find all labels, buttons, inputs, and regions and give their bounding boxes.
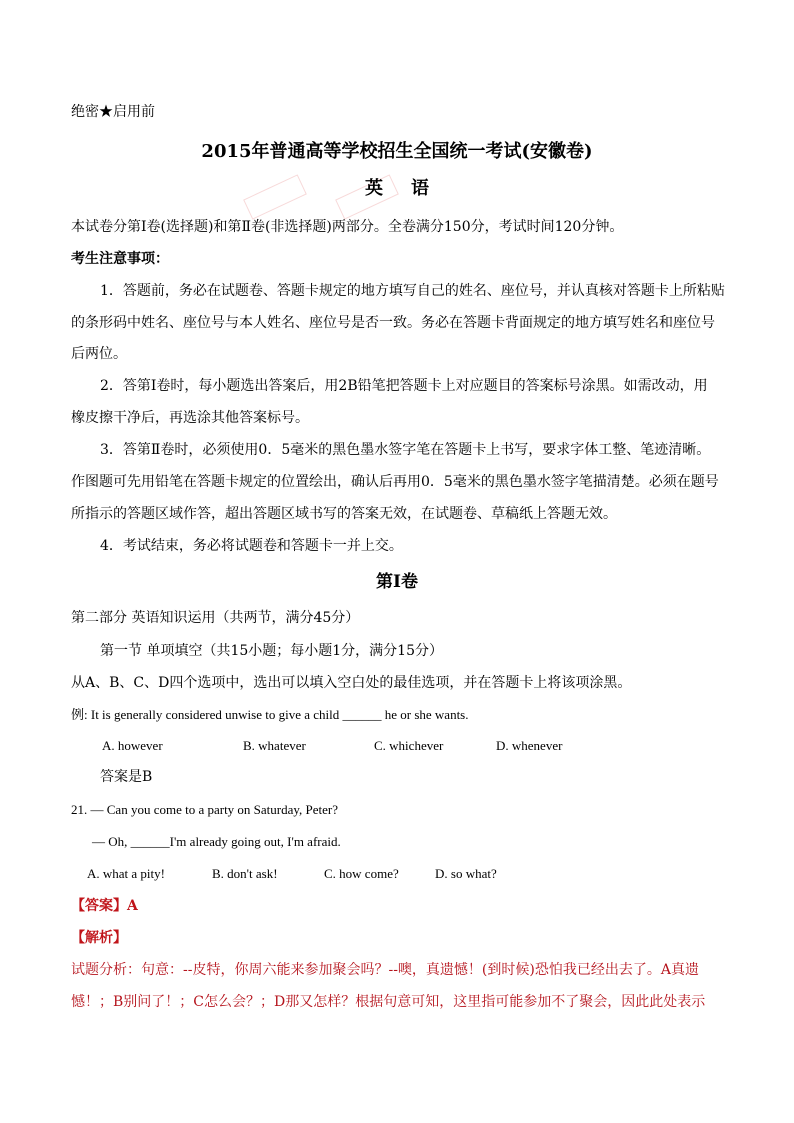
analysis-line-1: 试题分析：句意：--皮特，你周六能来参加聚会吗？--噢，真遗憾！(到时候)恐怕我已经出去了。A真遗 (71, 962, 699, 978)
notice-item-4: 4．考试结束，务必将试题卷和答题卡一并上交。 (100, 538, 403, 554)
example-option-c: C. whichever (374, 738, 444, 753)
example-answer: 答案是B (100, 769, 153, 785)
question-21-option-c: C. how come? (324, 866, 399, 881)
subject-title: 英语 (365, 178, 457, 199)
notice-item-1-line-2: 的条形码中姓名、座位号与本人姓名、座位号是否一致。务必在答题卡背面规定的地方填写姓名和座位号 (71, 315, 715, 331)
analysis-line-2: 憾！；B别问了！；C怎么会？；D那又怎样？根据句意可知，这里指可能参加不了聚会，因此此处表示 (71, 994, 706, 1010)
volume-title: 第Ⅰ卷 (376, 572, 418, 592)
question-21-option-d: D. so what? (435, 866, 497, 881)
notice-item-2-line-2: 橡皮擦干净后，再选涂其他答案标号。 (71, 410, 309, 426)
notice-item-3-line-1: 3．答第Ⅱ卷时，必须使用0．5毫米的黑色墨水签字笔在答题卡上书写，要求字体工整、笔迹清晰。 (100, 442, 711, 458)
example-option-d: D. whenever (496, 738, 563, 753)
answer-label: 【答案】A (71, 898, 138, 914)
notice-item-2-line-1: 2．答第Ⅰ卷时，每小题选出答案后，用2B铅笔把答题卡上对应题目的答案标号涂黑。如需改动，用 (100, 378, 708, 394)
analysis-label: 【解析】 (71, 930, 127, 946)
question-21-options (87, 863, 722, 885)
question-21-option-b: B. don't ask! (212, 866, 278, 881)
secret-label: 绝密★启用前 (71, 104, 155, 120)
part-heading: 第二部分 英语知识运用（共两节，满分45分） (71, 610, 360, 626)
example-option-a: A. however (102, 738, 163, 753)
question-21-line-2: — Oh, ______I'm already going out, I'm afraid. (92, 834, 341, 849)
question-21-line-1: 21. — Can you come to a party on Saturday, Peter? (71, 802, 339, 817)
question-21-option-a: A. what a pity! (87, 866, 165, 881)
example-options (102, 735, 722, 757)
notice-item-3-line-2: 作图题可先用铅笔在答题卡规定的位置绘出，确认后再用0．5毫米的黑色墨水签字笔描清楚。必须在题号 (71, 474, 719, 490)
exam-title: 2015年普通高等学校招生全国统一考试(安徽卷) (201, 141, 593, 162)
example-option-b: B. whatever (243, 738, 306, 753)
notice-item-3-line-3: 所指示的答题区域作答，超出答题区域书写的答案无效，在试题卷、草稿纸上答题无效。 (71, 506, 617, 522)
notice-heading: 考生注意事项： (71, 251, 169, 267)
intro-text: 本试卷分第Ⅰ卷(选择题)和第Ⅱ卷(非选择题)两部分。全卷满分150分，考试时间120分钟。 (71, 219, 624, 235)
example-question: 例: It is generally considered unwise to give a child ______ he or she wants. (71, 707, 469, 722)
section-heading: 第一节 单项填空（共15小题；每小题1分，满分15分） (100, 643, 443, 659)
notice-item-1-line-1: 1．答题前，务必在试题卷、答题卡规定的地方填写自己的姓名、座位号，并认真核对答题卡上所粘贴 (100, 283, 725, 299)
notice-item-1-line-3: 后两位。 (71, 346, 127, 362)
instruction-text: 从A、B、C、D四个选项中，选出可以填入空白处的最佳选项，并在答题卡上将该项涂黑。 (71, 675, 632, 691)
